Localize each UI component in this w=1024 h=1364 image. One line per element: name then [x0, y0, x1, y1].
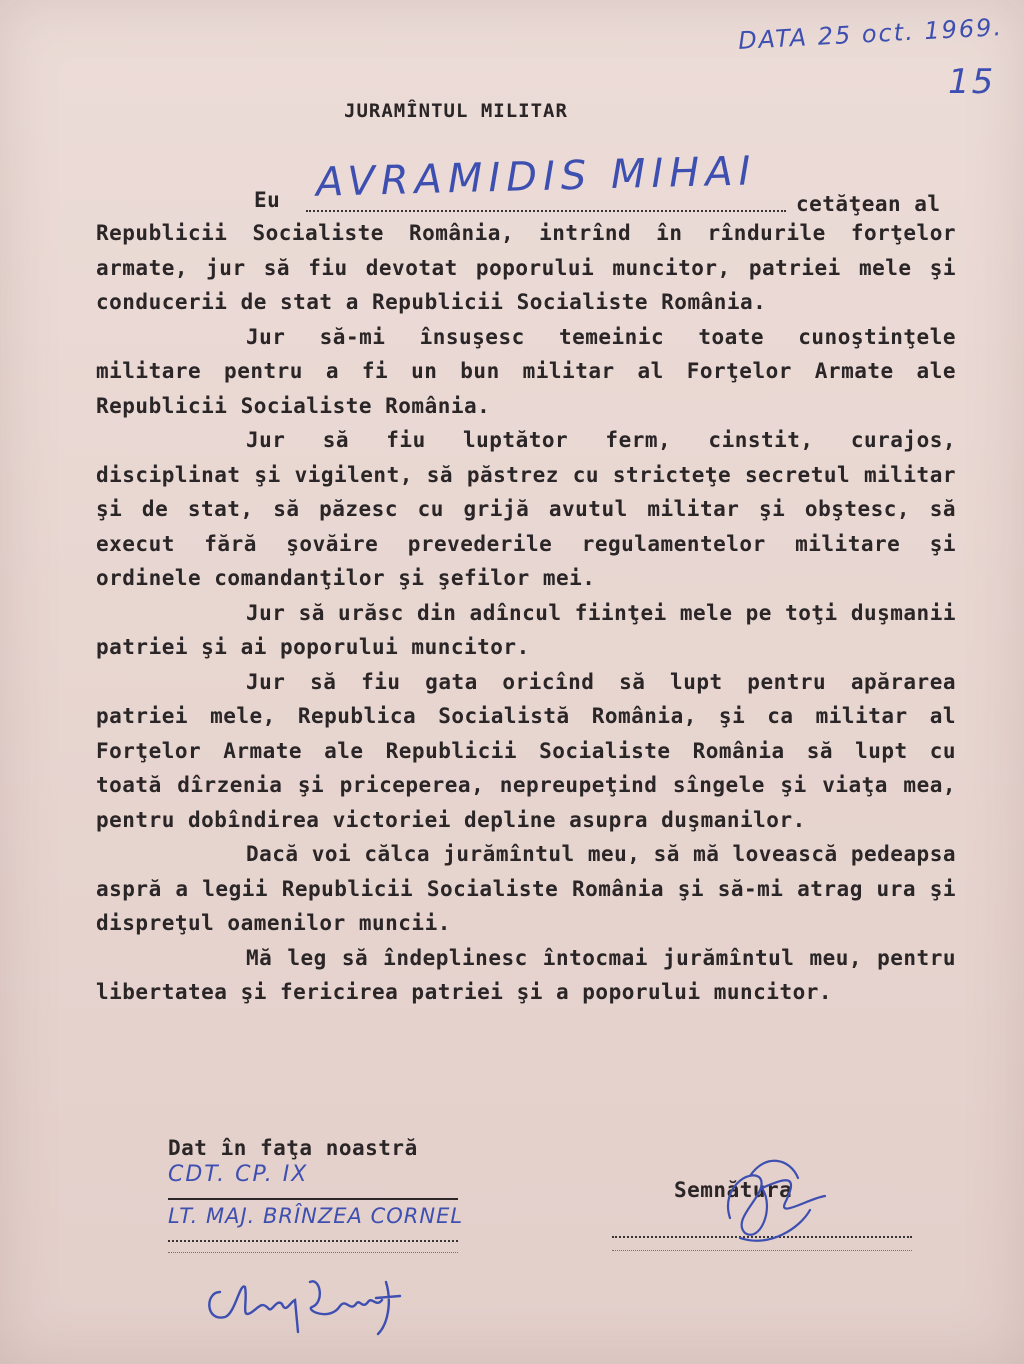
oath-paragraph-2: Jur să-mi însuşesc temeinic toate cunoştinţele militare pentru a fi un bun militar al Forţelor Armate ale Republicii Socialiste România. — [96, 324, 956, 418]
name-dotted-line — [306, 210, 786, 212]
officer-signature — [200, 1262, 430, 1342]
document-title: JURAMÎNTUL MILITAR — [344, 100, 568, 122]
oath-paragraph-4: Jur să urăsc din adîncul fiinţei mele pe toţi duşmanii patriei şi ai poporului muncitor. — [96, 600, 956, 659]
oath-paragraph-7: Mă leg să îndeplinesc întocmai jurămîntul meu, pentru libertatea şi fericirea patriei şi a poporului muncitor. — [96, 945, 956, 1004]
oath-body — [96, 216, 956, 1010]
folio-number: 15 — [948, 62, 996, 102]
signature-label: Semnătura — [674, 1178, 793, 1202]
given-before-label: Dat în faţa noastră — [168, 1136, 418, 1160]
witness-unit: CDT. CP. IX — [168, 1162, 309, 1187]
witness-line-1 — [168, 1198, 458, 1200]
soldier-signature — [690, 1148, 840, 1258]
witness-line-3 — [168, 1252, 458, 1253]
witness-name: LT. MAJ. BRÎNZEA CORNEL — [168, 1204, 464, 1228]
oath-paragraph-5: Jur să fiu gata oricînd să lupt pentru apărarea patriei mele, Republica Socialistă România, şi ca militar al Forţelor Armate ale Republicii Socialiste România să lupt cu toată dîrzenia şi priceperea, nepreupeţind sîngele şi viaţa mea, pentru dobîndirea victoriei depline asupra duşmanilor. — [96, 669, 956, 832]
cetatean-label: cetăţean al — [796, 192, 941, 216]
witness-line-2 — [168, 1240, 458, 1242]
handwritten-name: AVRAMIDIS MIHAI — [315, 148, 757, 206]
oath-paragraph-1: Republicii Socialiste România, intrînd în rîndurile forţelor armate, jur să fiu devotat poporului muncitor, patriei mele şi conducerii de stat a Republicii Socialiste România. — [96, 221, 956, 314]
oath-paragraph-3: Jur să fiu luptător ferm, cinstit, curajos, disciplinat şi vigilent, să păstrez cu stricteţe secretul militar şi de stat, să păzesc cu grijă avutul militar şi obştesc, să execut fără şovăire prevederile regulamentelor militare şi ordinele comandanţilor şi şefilor mei. — [96, 428, 956, 590]
oath-paragraph-6: Dacă voi călca jurămîntul meu, să mă lovească pedeapsa aspră a legii Republicii Socialiste România şi să-mi atrag ura şi dispreţul oamenilor muncii. — [96, 842, 956, 935]
eu-label: Eu — [254, 188, 281, 212]
handwritten-date: DATA 25 oct. 1969. — [737, 13, 1004, 55]
